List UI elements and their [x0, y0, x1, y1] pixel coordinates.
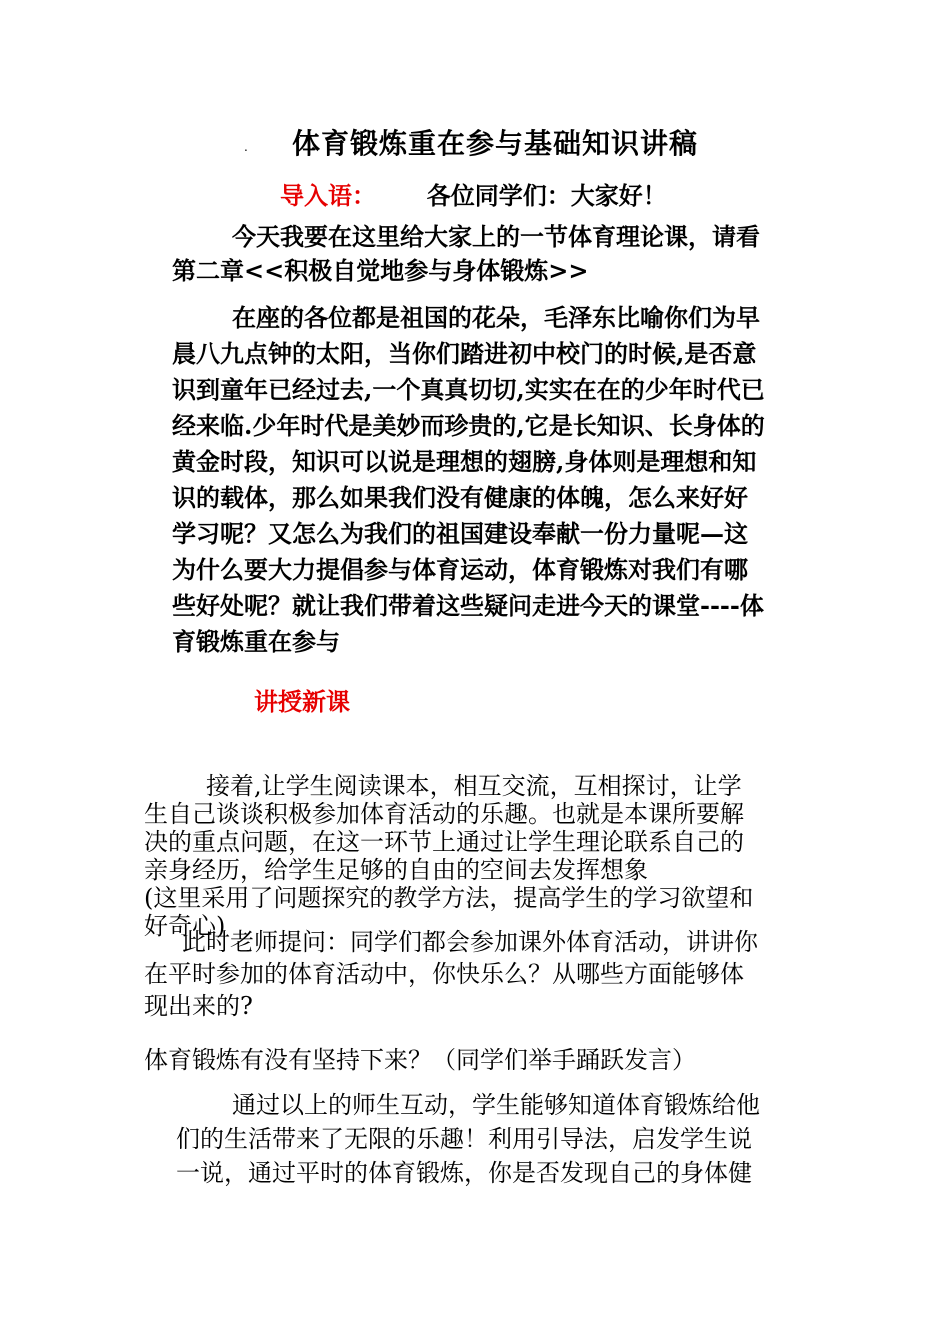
paragraph-line: 们的生活带来了无限的乐趣！利用引导法，启发学生说 — [176, 1125, 752, 1153]
paragraph-line: 经来临.少年时代是美妙而珍贵的,它是长知识、长身体的 — [172, 411, 765, 440]
paragraph-line: 好奇心) — [144, 912, 226, 940]
paragraph-line: 生自己谈谈积极参加体育活动的乐趣。也就是本课所要解 — [144, 800, 744, 828]
paragraph-line: 通过以上的师生互动，学生能够知道体育锻炼给他 — [232, 1091, 760, 1119]
paragraph-line: 育锻炼重在参与 — [172, 627, 340, 656]
stray-dot: . — [244, 140, 248, 154]
intro-line — [280, 176, 667, 211]
paragraph-line: 些好处呢？就让我们带着这些疑问走进今天的课堂----体 — [172, 591, 764, 620]
intro-greeting: 各位同学们：大家好！ — [426, 181, 667, 210]
paragraph-line: 晨八九点钟的太阳，当你们踏进初中校门的时候,是否意 — [172, 339, 757, 368]
paragraph-line: 在座的各位都是祖国的花朵，毛泽东比喻你们为早 — [232, 303, 760, 332]
paragraph-line: 亲身经历，给学生足够的自由的空间去发挥想象 — [144, 856, 648, 884]
intro-label: 导入语： — [280, 181, 376, 210]
paragraph-line: 一说，通过平时的体育锻炼，你是否发现自己的身体健 — [176, 1159, 752, 1187]
paragraph-intro — [172, 220, 812, 288]
paragraph-interaction — [176, 1088, 760, 1190]
paragraph-line: 黄金时段，知识可以说是理想的翅膀,身体则是理想和知 — [172, 447, 757, 476]
section-heading: 讲授新课 — [254, 687, 350, 716]
paragraph-line: 现出来的? — [144, 992, 253, 1020]
paragraph-line: 识到童年已经过去,一个真真切切,实实在在的少年时代已 — [172, 375, 765, 404]
paragraph-line: 在平时参加的体育活动中，你快乐么？从哪些方面能够体 — [144, 960, 744, 988]
paragraph-line: 识的载体，那么如果我们没有健康的体魄，怎么来好好 — [172, 483, 748, 512]
paragraph-line: 此时老师提问：同学们都会参加课外体育活动，讲讲你 — [182, 928, 758, 956]
paragraph-line: 学习呢？又怎么为我们的祖国建设奉献一份力量呢—这 — [172, 519, 748, 548]
paragraph-body — [172, 300, 812, 660]
paragraph-teacher-question — [144, 926, 758, 1022]
paragraph-line: (这里采用了问题探究的教学方法，提高学生的学习欲望和 — [144, 884, 754, 912]
paragraph-line: 为什么要大力提倡参与体育运动，体育锻炼对我们有哪 — [172, 555, 748, 584]
page-title: 体育锻炼重在参与基础知识讲稿 — [292, 127, 699, 160]
question-line: 体育锻炼有没有坚持下来？（同学们举手踊跃发言） — [144, 1046, 696, 1074]
paragraph-line: 决的重点问题，在这一环节上通过让学生理论联系自己的 — [144, 828, 744, 856]
paragraph-line: 第二章<<积极自觉地参与身体锻炼>> — [172, 256, 589, 285]
paragraph-activity — [144, 772, 804, 940]
paragraph-line: 接着,让学生阅读课本，相互交流，互相探讨，让学 — [206, 772, 742, 800]
paragraph-line: 今天我要在这里给大家上的一节体育理论课，请看 — [232, 222, 760, 251]
